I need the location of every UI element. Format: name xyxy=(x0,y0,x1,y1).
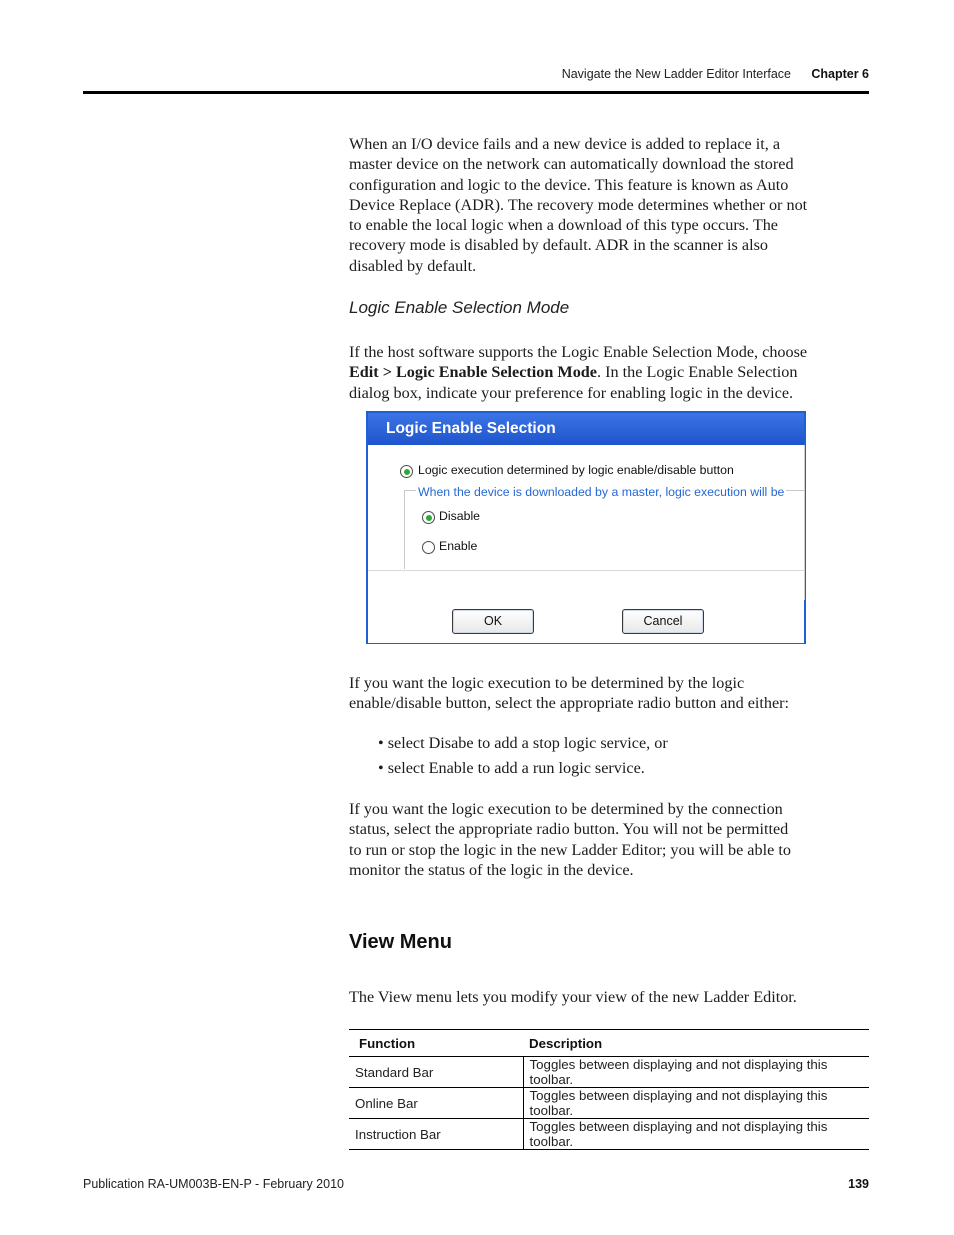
cancel-button[interactable]: Cancel xyxy=(622,609,704,634)
function-cell: Online Bar xyxy=(349,1088,523,1119)
view-menu-heading: View Menu xyxy=(349,931,452,953)
description-cell: Toggles between displaying and not displaying this toolbar. xyxy=(523,1088,869,1119)
download-group-label: When the device is downloaded by a master, logic execution will be xyxy=(418,485,785,499)
button-line: If you want the logic execution to be determined by the logic xyxy=(349,674,745,692)
status-paragraph xyxy=(349,799,871,880)
status-line: to run or stop the logic in the new Ladder Editor; you will be able to xyxy=(349,840,791,859)
logic-enable-dialog xyxy=(366,411,806,644)
column-header-function: Function xyxy=(349,1030,523,1057)
status-line: monitor the status of the logic in the device. xyxy=(349,860,634,879)
description-cell: Toggles between displaying and not displaying this toolbar. xyxy=(523,1119,869,1150)
column-header-description: Description xyxy=(523,1030,869,1057)
intro-line: configuration and logic to the device. This feature is known as Auto xyxy=(349,175,789,194)
view-menu-table xyxy=(349,1029,869,1150)
header-section-title: Navigate the New Ladder Editor Interface xyxy=(561,67,791,81)
logic-enable-subheading: Logic Enable Selection Mode xyxy=(349,298,570,317)
footer-page-number: 139 xyxy=(848,1177,869,1191)
download-group-box xyxy=(404,490,805,569)
menu-path: Edit > Logic Enable Selection Mode xyxy=(349,363,597,382)
intro-line: recovery mode is disabled by default. ADR in the scanner is also xyxy=(349,236,768,255)
bullet-enable: • select Enable to add a run logic service. xyxy=(378,759,645,777)
intro-line: disabled by default. xyxy=(349,256,477,275)
ok-button[interactable]: OK xyxy=(452,609,534,634)
table-header-row xyxy=(349,1030,869,1057)
dialog-titlebar xyxy=(368,413,804,445)
intro-line: master device on the network can automatically download the stored xyxy=(349,155,794,174)
intro-line: When an I/O device fails and a new device is added to replace it, a xyxy=(349,135,781,153)
button-line: enable/disable button, select the appropriate radio button and either: xyxy=(349,694,790,713)
status-line: status, select the appropriate radio button. You will not be permitted xyxy=(349,820,789,839)
intro-line: to enable the local logic when a download of this type occurs. The xyxy=(349,216,778,235)
dialog-footer xyxy=(368,570,804,643)
function-cell: Instruction Bar xyxy=(349,1119,523,1150)
selection-paragraph xyxy=(349,342,871,403)
radio-enable[interactable] xyxy=(422,541,435,554)
function-cell: Standard Bar xyxy=(349,1057,523,1088)
selection-line-2-rest: . In the Logic Enable Selection xyxy=(597,363,798,382)
view-menu-intro: The View menu lets you modify your view of the new Ladder Editor. xyxy=(349,988,797,1006)
table-row xyxy=(349,1119,869,1150)
radio-logic-button[interactable] xyxy=(400,465,413,478)
intro-line: Device Replace (ADR). The recovery mode determines whether or not xyxy=(349,195,808,214)
dialog-title: Logic Enable Selection xyxy=(386,420,556,437)
bullet-disable: • select Disabe to add a stop logic service, or xyxy=(378,734,668,752)
button-paragraph xyxy=(349,673,871,714)
option-logic-button-label: Logic execution determined by logic enable/disable button xyxy=(418,463,734,477)
disable-label: Disable xyxy=(439,509,481,523)
footer-publication: Publication RA-UM003B-EN-P - February 2010 xyxy=(83,1177,344,1191)
selection-line-1: If the host software supports the Logic Enable Selection Mode, choose xyxy=(349,343,808,361)
selection-line-3: dialog box, indicate your preference for enabling logic in the device. xyxy=(349,383,794,402)
description-cell: Toggles between displaying and not displaying this toolbar. xyxy=(523,1057,869,1088)
intro-paragraph xyxy=(349,134,871,276)
page-header xyxy=(83,63,869,94)
enable-label: Enable xyxy=(439,539,478,553)
status-line: If you want the logic execution to be determined by the connection xyxy=(349,800,783,818)
header-chapter: Chapter 6 xyxy=(811,67,869,81)
table-row xyxy=(349,1088,869,1119)
selection-line-2 xyxy=(349,362,871,382)
table-row xyxy=(349,1057,869,1088)
radio-disable[interactable] xyxy=(422,511,435,524)
